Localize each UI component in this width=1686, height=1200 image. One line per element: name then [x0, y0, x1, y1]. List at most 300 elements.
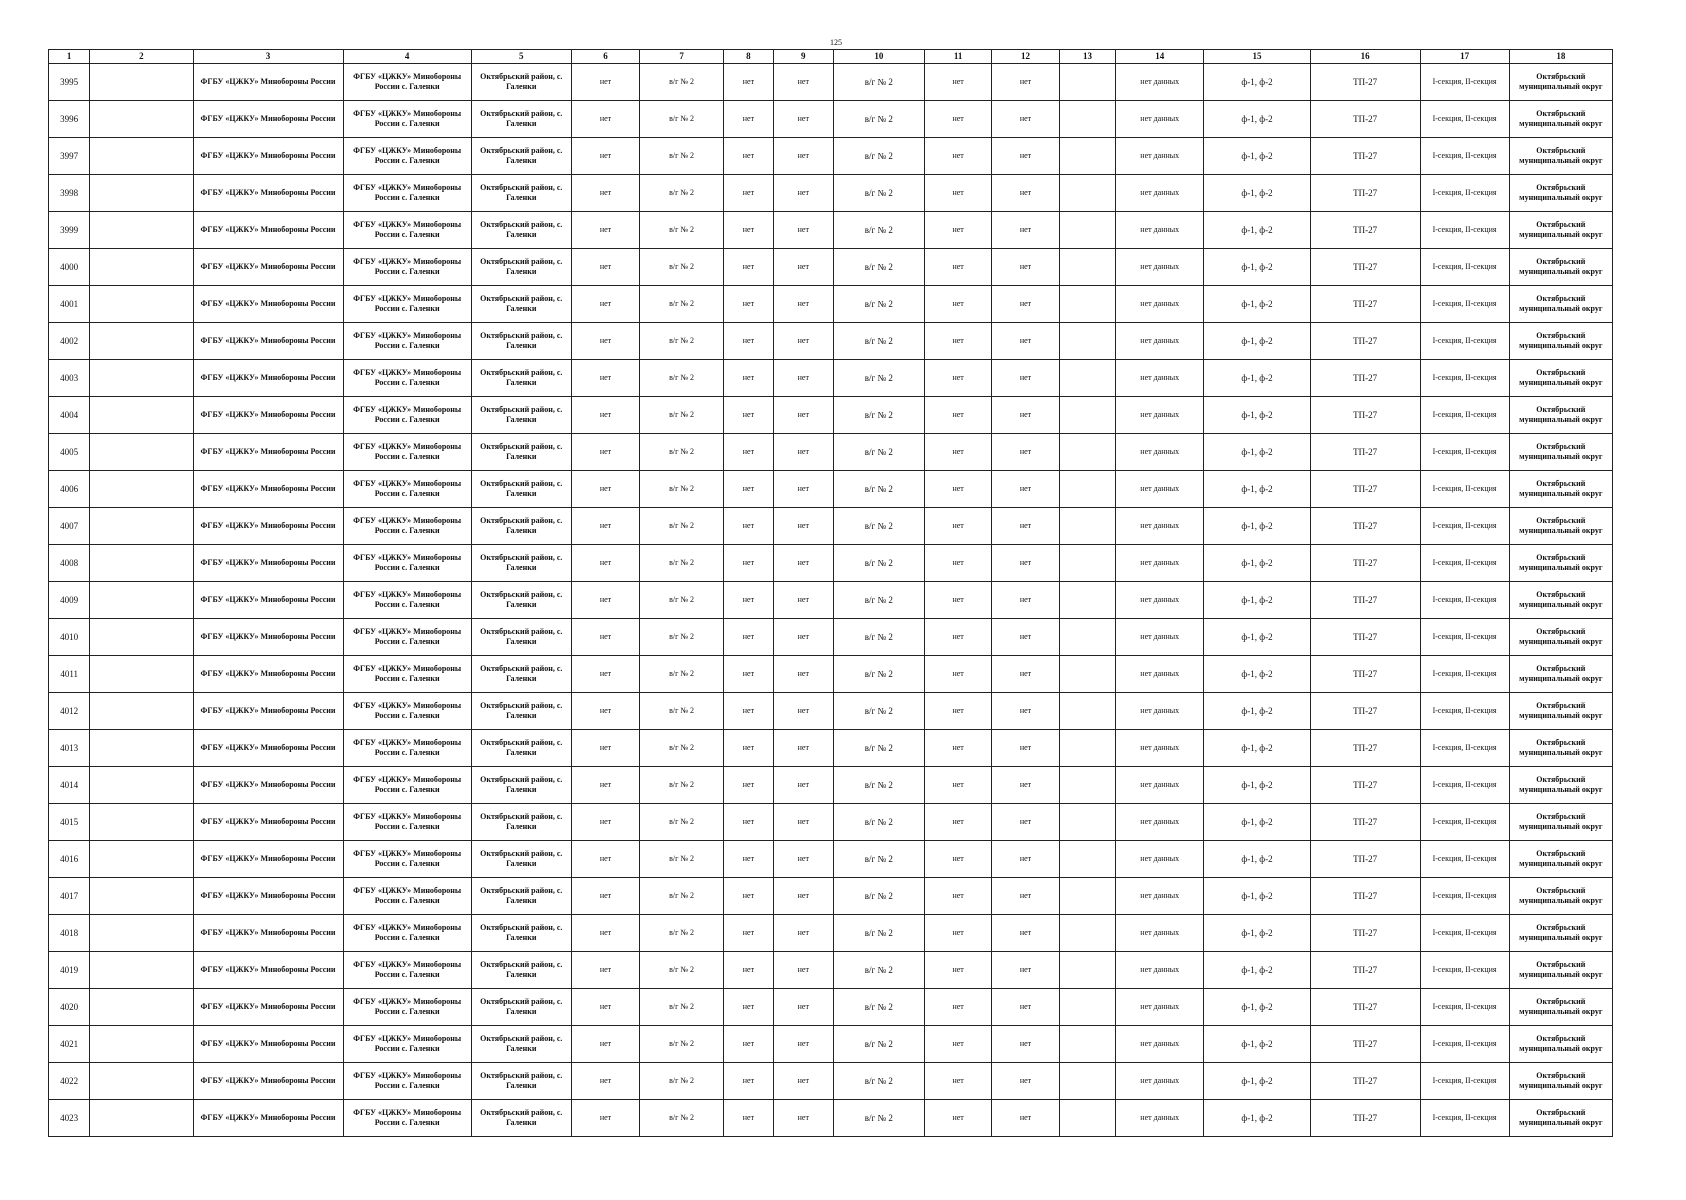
cell-col8: нет — [723, 286, 773, 323]
cell-col9: нет — [773, 175, 833, 212]
cell-col13 — [1059, 878, 1116, 915]
cell-col13 — [1059, 64, 1116, 101]
cell-col10: в/г № 2 — [833, 323, 924, 360]
cell-col16: ТП-27 — [1310, 471, 1420, 508]
cell-col10: в/г № 2 — [833, 508, 924, 545]
cell-location: Октябрьский район, с. Галенки — [471, 397, 571, 434]
cell-col13 — [1059, 841, 1116, 878]
cell-col18: Октябрьский муниципальный округ — [1509, 323, 1612, 360]
cell-col12: нет — [992, 878, 1059, 915]
cell-organization: ФГБУ «ЦЖКУ» Минобороны России — [193, 360, 343, 397]
cell-col11: нет — [924, 471, 991, 508]
table-row — [49, 397, 1613, 434]
row-number: 4016 — [49, 841, 90, 878]
cell-location: Октябрьский район, с. Галенки — [471, 249, 571, 286]
cell-location: Октябрьский район, с. Галенки — [471, 804, 571, 841]
cell-col16: ТП-27 — [1310, 360, 1420, 397]
cell-col17: I-секция, II-секция — [1420, 286, 1509, 323]
cell-col13 — [1059, 434, 1116, 471]
cell-col8: нет — [723, 1100, 773, 1137]
cell-col7: в/г № 2 — [640, 286, 724, 323]
cell-col7: в/г № 2 — [640, 730, 724, 767]
cell-col13 — [1059, 471, 1116, 508]
table-body — [49, 64, 1613, 1137]
cell-col17: I-секция, II-секция — [1420, 64, 1509, 101]
cell-col2 — [90, 841, 193, 878]
cell-col6: нет — [571, 175, 639, 212]
cell-col6: нет — [571, 508, 639, 545]
cell-col16: ТП-27 — [1310, 878, 1420, 915]
cell-col9: нет — [773, 64, 833, 101]
cell-col2 — [90, 545, 193, 582]
cell-col11: нет — [924, 1100, 991, 1137]
cell-col11: нет — [924, 582, 991, 619]
table-row — [49, 693, 1613, 730]
cell-col7: в/г № 2 — [640, 545, 724, 582]
cell-col17: I-секция, II-секция — [1420, 249, 1509, 286]
cell-organization: ФГБУ «ЦЖКУ» Минобороны России — [193, 804, 343, 841]
cell-col11: нет — [924, 952, 991, 989]
cell-col15: ф-1, ф-2 — [1204, 101, 1311, 138]
cell-owner: ФГБУ «ЦЖКУ» Минобороны России с. Галенки — [343, 64, 471, 101]
cell-col8: нет — [723, 397, 773, 434]
cell-col9: нет — [773, 730, 833, 767]
cell-col9: нет — [773, 952, 833, 989]
cell-col8: нет — [723, 471, 773, 508]
cell-col6: нет — [571, 249, 639, 286]
column-header: 4 — [343, 50, 471, 64]
cell-col18: Октябрьский муниципальный округ — [1509, 1063, 1612, 1100]
cell-owner: ФГБУ «ЦЖКУ» Минобороны России с. Галенки — [343, 952, 471, 989]
cell-col7: в/г № 2 — [640, 508, 724, 545]
row-number: 4017 — [49, 878, 90, 915]
row-number: 4008 — [49, 545, 90, 582]
cell-col13 — [1059, 915, 1116, 952]
cell-col14: нет данных — [1116, 212, 1204, 249]
row-number: 3997 — [49, 138, 90, 175]
column-header: 10 — [833, 50, 924, 64]
cell-col14: нет данных — [1116, 175, 1204, 212]
cell-col7: в/г № 2 — [640, 360, 724, 397]
cell-col10: в/г № 2 — [833, 693, 924, 730]
cell-col6: нет — [571, 286, 639, 323]
cell-location: Октябрьский район, с. Галенки — [471, 212, 571, 249]
cell-owner: ФГБУ «ЦЖКУ» Минобороны России с. Галенки — [343, 804, 471, 841]
cell-col15: ф-1, ф-2 — [1204, 989, 1311, 1026]
column-header: 16 — [1310, 50, 1420, 64]
cell-col11: нет — [924, 693, 991, 730]
cell-col13 — [1059, 397, 1116, 434]
cell-col13 — [1059, 175, 1116, 212]
cell-col16: ТП-27 — [1310, 508, 1420, 545]
cell-col9: нет — [773, 767, 833, 804]
cell-col6: нет — [571, 878, 639, 915]
cell-col10: в/г № 2 — [833, 101, 924, 138]
cell-col12: нет — [992, 101, 1059, 138]
cell-col12: нет — [992, 397, 1059, 434]
cell-col8: нет — [723, 878, 773, 915]
cell-col15: ф-1, ф-2 — [1204, 1063, 1311, 1100]
cell-col15: ф-1, ф-2 — [1204, 1100, 1311, 1137]
cell-col11: нет — [924, 878, 991, 915]
cell-col10: в/г № 2 — [833, 730, 924, 767]
cell-organization: ФГБУ «ЦЖКУ» Минобороны России — [193, 175, 343, 212]
cell-organization: ФГБУ «ЦЖКУ» Минобороны России — [193, 841, 343, 878]
cell-col2 — [90, 878, 193, 915]
column-header: 12 — [992, 50, 1059, 64]
cell-col12: нет — [992, 619, 1059, 656]
table-row — [49, 841, 1613, 878]
cell-owner: ФГБУ «ЦЖКУ» Минобороны России с. Галенки — [343, 915, 471, 952]
cell-col14: нет данных — [1116, 249, 1204, 286]
column-header: 9 — [773, 50, 833, 64]
cell-col14: нет данных — [1116, 508, 1204, 545]
cell-col13 — [1059, 360, 1116, 397]
cell-col16: ТП-27 — [1310, 693, 1420, 730]
cell-col6: нет — [571, 841, 639, 878]
cell-col13 — [1059, 1063, 1116, 1100]
row-number: 4000 — [49, 249, 90, 286]
cell-owner: ФГБУ «ЦЖКУ» Минобороны России с. Галенки — [343, 1063, 471, 1100]
cell-col6: нет — [571, 1100, 639, 1137]
cell-location: Октябрьский район, с. Галенки — [471, 545, 571, 582]
cell-col11: нет — [924, 212, 991, 249]
row-number: 4010 — [49, 619, 90, 656]
cell-col10: в/г № 2 — [833, 656, 924, 693]
cell-col6: нет — [571, 545, 639, 582]
cell-col2 — [90, 1063, 193, 1100]
table-row — [49, 138, 1613, 175]
cell-col12: нет — [992, 1100, 1059, 1137]
cell-organization: ФГБУ «ЦЖКУ» Минобороны России — [193, 286, 343, 323]
cell-col12: нет — [992, 138, 1059, 175]
cell-col11: нет — [924, 101, 991, 138]
cell-col7: в/г № 2 — [640, 471, 724, 508]
cell-col7: в/г № 2 — [640, 693, 724, 730]
cell-col14: нет данных — [1116, 101, 1204, 138]
table-row — [49, 582, 1613, 619]
cell-location: Октябрьский район, с. Галенки — [471, 1026, 571, 1063]
row-number: 4004 — [49, 397, 90, 434]
cell-col2 — [90, 397, 193, 434]
cell-col11: нет — [924, 286, 991, 323]
cell-col12: нет — [992, 249, 1059, 286]
cell-col15: ф-1, ф-2 — [1204, 841, 1311, 878]
cell-col13 — [1059, 249, 1116, 286]
table-row — [49, 286, 1613, 323]
cell-col12: нет — [992, 915, 1059, 952]
cell-col16: ТП-27 — [1310, 619, 1420, 656]
cell-col6: нет — [571, 804, 639, 841]
cell-col13 — [1059, 212, 1116, 249]
column-header: 5 — [471, 50, 571, 64]
cell-col15: ф-1, ф-2 — [1204, 619, 1311, 656]
cell-col14: нет данных — [1116, 693, 1204, 730]
cell-col12: нет — [992, 212, 1059, 249]
cell-col11: нет — [924, 1026, 991, 1063]
cell-col10: в/г № 2 — [833, 471, 924, 508]
cell-organization: ФГБУ «ЦЖКУ» Минобороны России — [193, 619, 343, 656]
row-number: 3995 — [49, 64, 90, 101]
cell-col2 — [90, 804, 193, 841]
cell-owner: ФГБУ «ЦЖКУ» Минобороны России с. Галенки — [343, 434, 471, 471]
cell-col14: нет данных — [1116, 767, 1204, 804]
cell-organization: ФГБУ «ЦЖКУ» Минобороны России — [193, 989, 343, 1026]
cell-col2 — [90, 1026, 193, 1063]
cell-col15: ф-1, ф-2 — [1204, 175, 1311, 212]
table-row — [49, 508, 1613, 545]
cell-col13 — [1059, 952, 1116, 989]
cell-owner: ФГБУ «ЦЖКУ» Минобороны России с. Галенки — [343, 175, 471, 212]
cell-owner: ФГБУ «ЦЖКУ» Минобороны России с. Галенки — [343, 619, 471, 656]
cell-col11: нет — [924, 508, 991, 545]
cell-col10: в/г № 2 — [833, 434, 924, 471]
cell-location: Октябрьский район, с. Галенки — [471, 508, 571, 545]
table-row — [49, 989, 1613, 1026]
cell-col18: Октябрьский муниципальный округ — [1509, 249, 1612, 286]
row-number: 4007 — [49, 508, 90, 545]
cell-col12: нет — [992, 508, 1059, 545]
cell-col13 — [1059, 508, 1116, 545]
cell-col18: Октябрьский муниципальный округ — [1509, 1026, 1612, 1063]
cell-col15: ф-1, ф-2 — [1204, 804, 1311, 841]
table-row — [49, 1026, 1613, 1063]
cell-col17: I-секция, II-секция — [1420, 397, 1509, 434]
cell-col12: нет — [992, 434, 1059, 471]
cell-col18: Октябрьский муниципальный округ — [1509, 508, 1612, 545]
cell-col6: нет — [571, 397, 639, 434]
cell-organization: ФГБУ «ЦЖКУ» Минобороны России — [193, 730, 343, 767]
cell-col18: Октябрьский муниципальный округ — [1509, 693, 1612, 730]
cell-col17: I-секция, II-секция — [1420, 804, 1509, 841]
column-header: 17 — [1420, 50, 1509, 64]
column-header: 14 — [1116, 50, 1204, 64]
cell-col18: Октябрьский муниципальный округ — [1509, 730, 1612, 767]
cell-col16: ТП-27 — [1310, 804, 1420, 841]
cell-col6: нет — [571, 1063, 639, 1100]
cell-col15: ф-1, ф-2 — [1204, 582, 1311, 619]
cell-col6: нет — [571, 360, 639, 397]
cell-organization: ФГБУ «ЦЖКУ» Минобороны России — [193, 952, 343, 989]
table-row — [49, 804, 1613, 841]
cell-col12: нет — [992, 545, 1059, 582]
cell-organization: ФГБУ «ЦЖКУ» Минобороны России — [193, 249, 343, 286]
cell-col14: нет данных — [1116, 138, 1204, 175]
cell-organization: ФГБУ «ЦЖКУ» Минобороны России — [193, 915, 343, 952]
table-row — [49, 360, 1613, 397]
table-row — [49, 249, 1613, 286]
cell-location: Октябрьский район, с. Галенки — [471, 841, 571, 878]
cell-organization: ФГБУ «ЦЖКУ» Минобороны России — [193, 693, 343, 730]
row-number: 4005 — [49, 434, 90, 471]
cell-col11: нет — [924, 434, 991, 471]
cell-col15: ф-1, ф-2 — [1204, 952, 1311, 989]
cell-owner: ФГБУ «ЦЖКУ» Минобороны России с. Галенки — [343, 841, 471, 878]
cell-col9: нет — [773, 434, 833, 471]
cell-col12: нет — [992, 952, 1059, 989]
cell-location: Октябрьский район, с. Галенки — [471, 434, 571, 471]
cell-col14: нет данных — [1116, 878, 1204, 915]
cell-col14: нет данных — [1116, 471, 1204, 508]
cell-col14: нет данных — [1116, 1026, 1204, 1063]
cell-col11: нет — [924, 915, 991, 952]
cell-owner: ФГБУ «ЦЖКУ» Минобороны России с. Галенки — [343, 286, 471, 323]
cell-col2 — [90, 471, 193, 508]
cell-organization: ФГБУ «ЦЖКУ» Минобороны России — [193, 878, 343, 915]
cell-col15: ф-1, ф-2 — [1204, 656, 1311, 693]
column-header: 8 — [723, 50, 773, 64]
cell-col14: нет данных — [1116, 915, 1204, 952]
cell-col11: нет — [924, 1063, 991, 1100]
cell-col15: ф-1, ф-2 — [1204, 508, 1311, 545]
cell-location: Октябрьский район, с. Галенки — [471, 915, 571, 952]
row-number: 4009 — [49, 582, 90, 619]
cell-col6: нет — [571, 730, 639, 767]
cell-owner: ФГБУ «ЦЖКУ» Минобороны России с. Галенки — [343, 1100, 471, 1137]
cell-col17: I-секция, II-секция — [1420, 101, 1509, 138]
cell-col7: в/г № 2 — [640, 582, 724, 619]
cell-owner: ФГБУ «ЦЖКУ» Минобороны России с. Галенки — [343, 323, 471, 360]
cell-col16: ТП-27 — [1310, 545, 1420, 582]
table-row — [49, 619, 1613, 656]
cell-col14: нет данных — [1116, 545, 1204, 582]
cell-col17: I-секция, II-секция — [1420, 878, 1509, 915]
cell-col12: нет — [992, 360, 1059, 397]
cell-col2 — [90, 915, 193, 952]
row-number: 3998 — [49, 175, 90, 212]
cell-owner: ФГБУ «ЦЖКУ» Минобороны России с. Галенки — [343, 989, 471, 1026]
cell-col18: Октябрьский муниципальный округ — [1509, 434, 1612, 471]
row-number: 4013 — [49, 730, 90, 767]
cell-col17: I-секция, II-секция — [1420, 175, 1509, 212]
cell-col8: нет — [723, 656, 773, 693]
cell-col7: в/г № 2 — [640, 619, 724, 656]
cell-location: Октябрьский район, с. Галенки — [471, 138, 571, 175]
row-number: 4006 — [49, 471, 90, 508]
cell-col8: нет — [723, 64, 773, 101]
row-number: 4023 — [49, 1100, 90, 1137]
cell-location: Октябрьский район, с. Галенки — [471, 767, 571, 804]
table-row — [49, 1063, 1613, 1100]
cell-col18: Октябрьский муниципальный округ — [1509, 64, 1612, 101]
cell-col16: ТП-27 — [1310, 915, 1420, 952]
cell-col16: ТП-27 — [1310, 952, 1420, 989]
cell-col2 — [90, 582, 193, 619]
cell-col17: I-секция, II-секция — [1420, 212, 1509, 249]
cell-col10: в/г № 2 — [833, 545, 924, 582]
cell-col9: нет — [773, 1100, 833, 1137]
cell-col17: I-секция, II-секция — [1420, 693, 1509, 730]
cell-col7: в/г № 2 — [640, 804, 724, 841]
cell-col8: нет — [723, 804, 773, 841]
cell-col9: нет — [773, 804, 833, 841]
cell-col7: в/г № 2 — [640, 64, 724, 101]
cell-col11: нет — [924, 397, 991, 434]
cell-col13 — [1059, 1100, 1116, 1137]
cell-col7: в/г № 2 — [640, 841, 724, 878]
cell-col2 — [90, 286, 193, 323]
cell-col8: нет — [723, 434, 773, 471]
cell-col11: нет — [924, 545, 991, 582]
cell-col2 — [90, 175, 193, 212]
cell-col9: нет — [773, 323, 833, 360]
cell-col12: нет — [992, 286, 1059, 323]
cell-col7: в/г № 2 — [640, 656, 724, 693]
cell-col15: ф-1, ф-2 — [1204, 138, 1311, 175]
cell-col11: нет — [924, 323, 991, 360]
cell-col2 — [90, 101, 193, 138]
table-row — [49, 915, 1613, 952]
cell-col16: ТП-27 — [1310, 841, 1420, 878]
cell-col17: I-секция, II-секция — [1420, 545, 1509, 582]
cell-col9: нет — [773, 1063, 833, 1100]
cell-col9: нет — [773, 471, 833, 508]
cell-col15: ф-1, ф-2 — [1204, 545, 1311, 582]
cell-col11: нет — [924, 730, 991, 767]
row-number: 4014 — [49, 767, 90, 804]
row-number: 4019 — [49, 952, 90, 989]
cell-col10: в/г № 2 — [833, 360, 924, 397]
cell-col17: I-секция, II-секция — [1420, 619, 1509, 656]
cell-col11: нет — [924, 989, 991, 1026]
cell-col14: нет данных — [1116, 656, 1204, 693]
cell-col14: нет данных — [1116, 1063, 1204, 1100]
cell-col13 — [1059, 545, 1116, 582]
cell-col18: Октябрьский муниципальный округ — [1509, 360, 1612, 397]
cell-col18: Октябрьский муниципальный округ — [1509, 286, 1612, 323]
cell-col15: ф-1, ф-2 — [1204, 64, 1311, 101]
cell-col15: ф-1, ф-2 — [1204, 730, 1311, 767]
cell-col10: в/г № 2 — [833, 1063, 924, 1100]
cell-col12: нет — [992, 730, 1059, 767]
cell-col15: ф-1, ф-2 — [1204, 693, 1311, 730]
table-row — [49, 64, 1613, 101]
cell-organization: ФГБУ «ЦЖКУ» Минобороны России — [193, 397, 343, 434]
cell-col16: ТП-27 — [1310, 64, 1420, 101]
row-number: 4020 — [49, 989, 90, 1026]
cell-col2 — [90, 249, 193, 286]
cell-location: Октябрьский район, с. Галенки — [471, 101, 571, 138]
cell-location: Октябрьский район, с. Галенки — [471, 471, 571, 508]
cell-col18: Октябрьский муниципальный округ — [1509, 952, 1612, 989]
cell-col10: в/г № 2 — [833, 138, 924, 175]
cell-owner: ФГБУ «ЦЖКУ» Минобороны России с. Галенки — [343, 693, 471, 730]
cell-organization: ФГБУ «ЦЖКУ» Минобороны России — [193, 545, 343, 582]
cell-col7: в/г № 2 — [640, 915, 724, 952]
cell-col8: нет — [723, 249, 773, 286]
cell-col11: нет — [924, 249, 991, 286]
cell-col16: ТП-27 — [1310, 286, 1420, 323]
cell-col10: в/г № 2 — [833, 915, 924, 952]
cell-col13 — [1059, 767, 1116, 804]
cell-col10: в/г № 2 — [833, 582, 924, 619]
cell-col10: в/г № 2 — [833, 249, 924, 286]
cell-col12: нет — [992, 804, 1059, 841]
cell-col7: в/г № 2 — [640, 952, 724, 989]
cell-col6: нет — [571, 101, 639, 138]
cell-col15: ф-1, ф-2 — [1204, 1026, 1311, 1063]
cell-col16: ТП-27 — [1310, 249, 1420, 286]
cell-col15: ф-1, ф-2 — [1204, 360, 1311, 397]
cell-col7: в/г № 2 — [640, 1100, 724, 1137]
cell-col14: нет данных — [1116, 841, 1204, 878]
cell-col8: нет — [723, 915, 773, 952]
cell-col17: I-секция, II-секция — [1420, 323, 1509, 360]
cell-col13 — [1059, 1026, 1116, 1063]
cell-col12: нет — [992, 656, 1059, 693]
cell-col9: нет — [773, 582, 833, 619]
cell-owner: ФГБУ «ЦЖКУ» Минобороны России с. Галенки — [343, 508, 471, 545]
